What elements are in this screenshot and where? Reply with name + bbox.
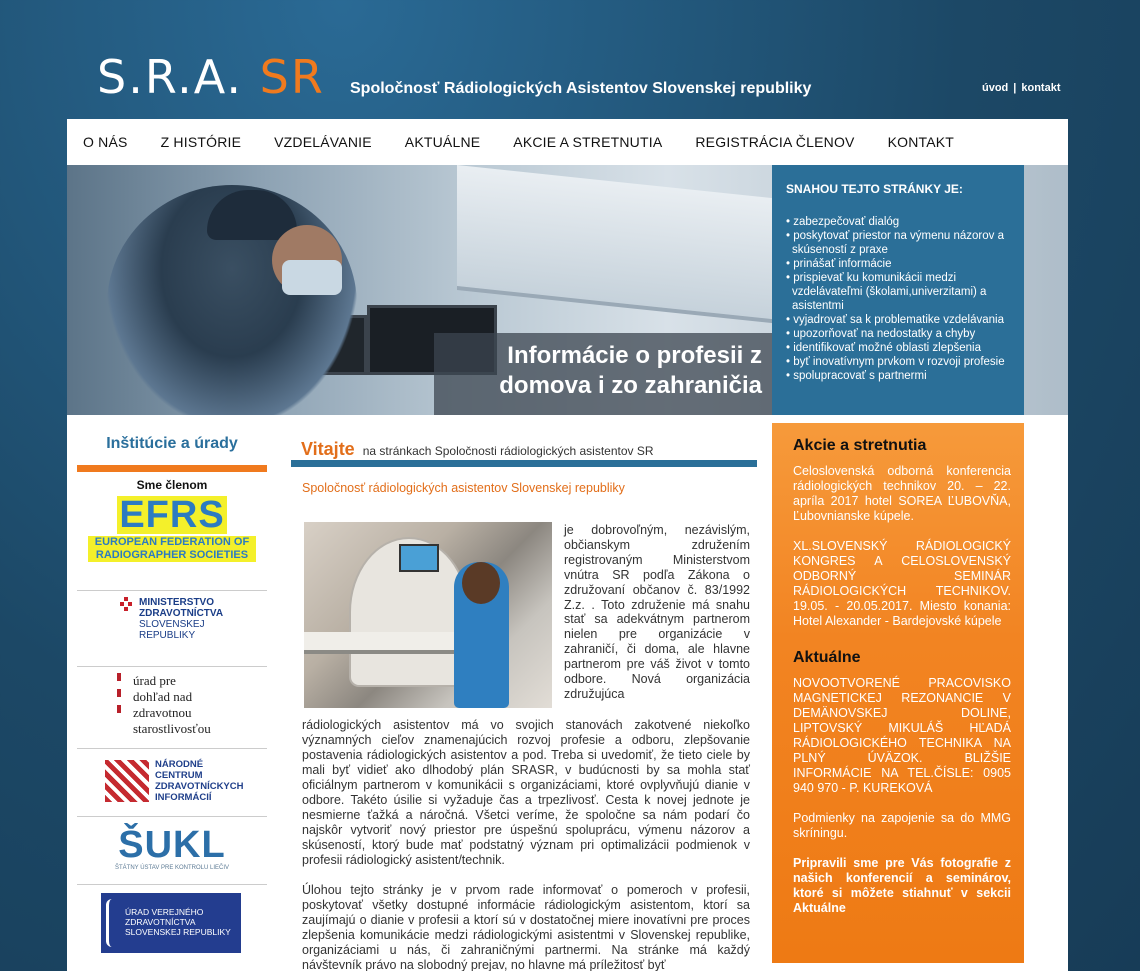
site-tagline: Spoločnosť Rádiologických Asistentov Slovenskej republiky bbox=[350, 80, 812, 97]
site-logo[interactable] bbox=[97, 50, 325, 104]
welcome-title: Vitajte bbox=[301, 439, 355, 459]
photo-screen bbox=[399, 544, 439, 572]
contact-link[interactable]: kontakt bbox=[1021, 82, 1061, 94]
nav-item-kontakt[interactable]: KONTAKT bbox=[887, 133, 955, 150]
ministry-logo-text bbox=[139, 597, 223, 641]
efrs-logo-line: EUROPEAN FEDERATION OF bbox=[94, 536, 250, 548]
news-item[interactable]: Podmienky na zapojenie sa do MMG skríningu. bbox=[793, 811, 1011, 840]
hero-caption-line: Informácie o profesii z bbox=[507, 342, 762, 369]
udzs-line: úrad pre bbox=[133, 673, 176, 688]
hero-caption-line: domova i zo zahraničia bbox=[499, 372, 762, 399]
hero-banner bbox=[67, 165, 1068, 415]
ministry-line: MINISTERSTVO bbox=[139, 597, 215, 608]
sukl-logo-word: ŠUKL bbox=[118, 824, 226, 866]
logo-text-orange: SR bbox=[259, 50, 325, 104]
photo-bed bbox=[304, 632, 454, 654]
goals-title: SNAHOU TEJTO STRÁNKY JE: bbox=[786, 182, 963, 196]
home-link[interactable]: úvod bbox=[982, 82, 1009, 94]
photo-nurse-head bbox=[462, 562, 500, 604]
urvz-logo-text bbox=[125, 907, 231, 937]
logo-text-white: S.R.A. bbox=[97, 50, 244, 104]
nczi-line: NÁRODNÉ bbox=[155, 759, 204, 770]
article-paragraph: Úlohou tejto stránky je v prvom rade informovať o pomeroch v profesii, poskytovať všetky dostupné informácie rádiologickým asistentom, ktorí sa zaujímajú o dianie v profesii a ktorí sú v dostatočnej miere inovatívni pre proces zlepšenia komunikácie medzi rádiologickými asistentmi v Slovenskej republike, organizáciami u nás, či zahraničnými partnermi. Na stránke má každý návštevník právo na slobodný prejav, no hlavne má príležitosť byť bbox=[302, 883, 750, 971]
event-item[interactable]: XL.SLOVENSKÝ RÁDIOLOGICKÝ KONGRES A CELOSLOVENSKÝ ODBORNÝ SEMINÁR RÁDIOLOGICKÝCH TECHNIKOV. 19.05. - 20.05.2017. Miesto konania: Hotel Alexander - Bardejovské kúpele bbox=[793, 539, 1011, 628]
hero-caption bbox=[447, 341, 762, 401]
ministry-line: SLOVENSKEJ bbox=[139, 619, 205, 630]
efrs-logo-line: RADIOGRAPHER SOCIETIES bbox=[95, 549, 249, 561]
efrs-logo bbox=[88, 496, 256, 574]
goal-item: • zabezpečovať dialóg bbox=[786, 216, 900, 228]
nczi-logo bbox=[77, 749, 267, 803]
udzs-logo-link[interactable] bbox=[77, 667, 267, 749]
goal-item: • prinášať informácie bbox=[786, 258, 892, 270]
goal-item: • vyjadrovať sa k problematike vzdelávania bbox=[786, 314, 1005, 326]
news-item[interactable]: NOVOOTVORENÉ PRACOVISKO MAGNETICKEJ REZONANCIE V DEMÄNOVSKEJ DOLINE, LIPTOVSKÝ MIKULÁŠ HĽADÁ RÁDIOLOGICKÉHO TECHNIKA NA PLNÝ ÚVÄZOK. BLIŽŠIE INFORMÁCIE NA TEL.ČÍSLE: 0905 940 970 - P. KUREKOVÁ bbox=[793, 676, 1011, 795]
ministry-cross-icon bbox=[119, 597, 133, 611]
urvz-line: ÚRAD VEREJNÉHO bbox=[125, 907, 204, 917]
udzs-line: starostlivosťou bbox=[133, 721, 211, 736]
nczi-logo-mark bbox=[105, 760, 149, 802]
sidebar-divider bbox=[77, 465, 267, 472]
nav-item-akcie[interactable]: AKCIE A STRETNUTIA bbox=[513, 133, 663, 150]
ministry-logo-link[interactable] bbox=[77, 591, 267, 667]
goal-item: • prispievať ku komunikácii medzi vzdelávateľmi (školami,univerzitami) a asistentmi bbox=[786, 272, 987, 312]
nav-item-o-nas[interactable]: O NÁS bbox=[83, 133, 128, 150]
urvz-logo-mark bbox=[106, 899, 118, 947]
institutions-sidebar bbox=[77, 435, 267, 953]
intro-text: je dobrovoľným, nezávislým, občianskym združením registrovaným Ministerstvom vnútra SR podľa Zákona o združovaní občanov č. 83/1992 Z.z. . Toto združenie má snahu stať sa adekvátnym partnerom nielen pre organizácie v zahraničí, či doma, ale hlavne partnerom pre váš život v tomto odbore. Nová organizácia združujúca bbox=[564, 523, 750, 701]
organization-name: Spoločnosť rádiologických asistentov Slovenskej republiky bbox=[302, 481, 625, 495]
sidebar-title: Inštitúcie a úrady bbox=[106, 435, 238, 452]
udzs-logo-text bbox=[133, 673, 211, 737]
goal-item: • poskytovať priestor na výmenu názorov a skúseností z praxe bbox=[786, 230, 1005, 256]
goal-item: • byť inovatívnym prvkom v rozvoji profesie bbox=[786, 356, 1005, 368]
welcome-header bbox=[291, 435, 757, 467]
hero-doctor-mask bbox=[282, 260, 342, 295]
ministry-logo bbox=[77, 591, 267, 641]
main-content bbox=[291, 435, 757, 971]
urvz-line: ZDRAVOTNÍCTVA bbox=[125, 917, 196, 927]
nav-item-registracia[interactable]: REGISTRÁCIA ČLENOV bbox=[695, 133, 855, 150]
goal-item: • spolupracovať s partnermi bbox=[786, 370, 927, 382]
nav-item-aktualne[interactable]: AKTUÁLNE bbox=[404, 133, 481, 150]
nczi-line: ZDRAVOTNÍCKYCH bbox=[155, 781, 244, 792]
link-separator: | bbox=[1013, 82, 1017, 94]
udzs-line: dohľad nad bbox=[133, 689, 193, 704]
goals-list bbox=[786, 215, 1016, 383]
nav-item-vzdelavanie[interactable]: VZDELÁVANIE bbox=[274, 133, 372, 150]
efrs-logo-text bbox=[88, 536, 256, 562]
events-title: Akcie a stretnutia bbox=[793, 437, 927, 454]
efrs-logo-link[interactable] bbox=[77, 477, 267, 591]
sukl-logo-sub: ŠTÁTNY ÚSTAV PRE KONTROLU LIEČIV bbox=[114, 865, 230, 871]
goal-item: • identifikovať možné oblasti zlepšenia bbox=[786, 342, 982, 354]
ministry-line: REPUBLIKY bbox=[139, 630, 196, 641]
page-container bbox=[67, 119, 1068, 971]
urvz-logo-link[interactable] bbox=[77, 893, 267, 953]
sukl-logo-link[interactable] bbox=[77, 817, 267, 885]
efrs-logo-big: EFRS bbox=[117, 496, 227, 534]
udzs-line: zdravotnou bbox=[133, 705, 192, 720]
nczi-line: INFORMÁCIÍ bbox=[155, 792, 212, 803]
article-body bbox=[302, 718, 750, 971]
nczi-logo-text bbox=[155, 759, 244, 803]
top-links bbox=[982, 82, 1060, 94]
urvz-logo bbox=[101, 893, 241, 953]
nczi-logo-link[interactable] bbox=[77, 749, 267, 817]
nav-item-z-historie[interactable]: Z HISTÓRIE bbox=[160, 133, 242, 150]
site-goals-panel bbox=[772, 165, 1024, 415]
udzs-logo-mark bbox=[117, 673, 125, 737]
goal-item: • upozorňovať na nedostatky a chyby bbox=[786, 328, 976, 340]
news-title: Aktuálne bbox=[793, 649, 861, 666]
nczi-line: CENTRUM bbox=[155, 770, 203, 781]
hero-equipment-image bbox=[457, 165, 817, 328]
main-nav bbox=[67, 119, 1068, 164]
urvz-line: SLOVENSKEJ REPUBLIKY bbox=[125, 927, 231, 937]
news-item[interactable]: Pripravili sme pre Vás fotografie z našich konferencií a seminárov, ktoré si môžete stiahnuť v sekcii Aktuálne bbox=[793, 856, 1011, 915]
member-label: Sme členom bbox=[136, 478, 208, 492]
sukl-logo bbox=[77, 817, 267, 871]
welcome-subtitle: na stránkach Spoločnosti rádiologických asistentov SR bbox=[362, 444, 654, 458]
article-paragraph: rádiologických asistentov má vo svojich stanovách zakotvené niekoľko významných cieľov znamenajúcich rozvoj profesie a odboru, zlepšovanie postavenia rádiologických asistentov a pod. Treba si uvedomiť, že tieto ciele by mali byť vidieť ako dlhodobý plán SRASR, v budúcnosti by sa mohla stať oficiálnym partnerom v komunikácii s organizáciami, ktoré ovplyvňujú dianie v odbore. Takéto úsilie si vyžaduje čas a trpezlivosť. Cesta k novej jednote je nesmierne ťažká a náročná. Všetci veríme, že spoločne sa nám podarí čo najskôr vytvoriť nový priestor pre úspešnú spoluprácu, výmenu názorov a skúseností, ktorý bude mať podstatný význam pri optimalizácii podmienok v profesii rádiologický asistent/technik. bbox=[302, 718, 750, 867]
ministry-line: ZDRAVOTNÍCTVA bbox=[139, 608, 224, 619]
ct-scanner-photo bbox=[304, 522, 552, 708]
event-item[interactable]: Celoslovenská odborná konferencia rádiologických technikov 20. – 22. apríla 2017 hotel SOREA ĽUBOVŇA, Ľubovnianske kúpele. bbox=[793, 464, 1011, 523]
news-sidebar bbox=[772, 423, 1024, 963]
udzs-logo bbox=[77, 667, 267, 737]
